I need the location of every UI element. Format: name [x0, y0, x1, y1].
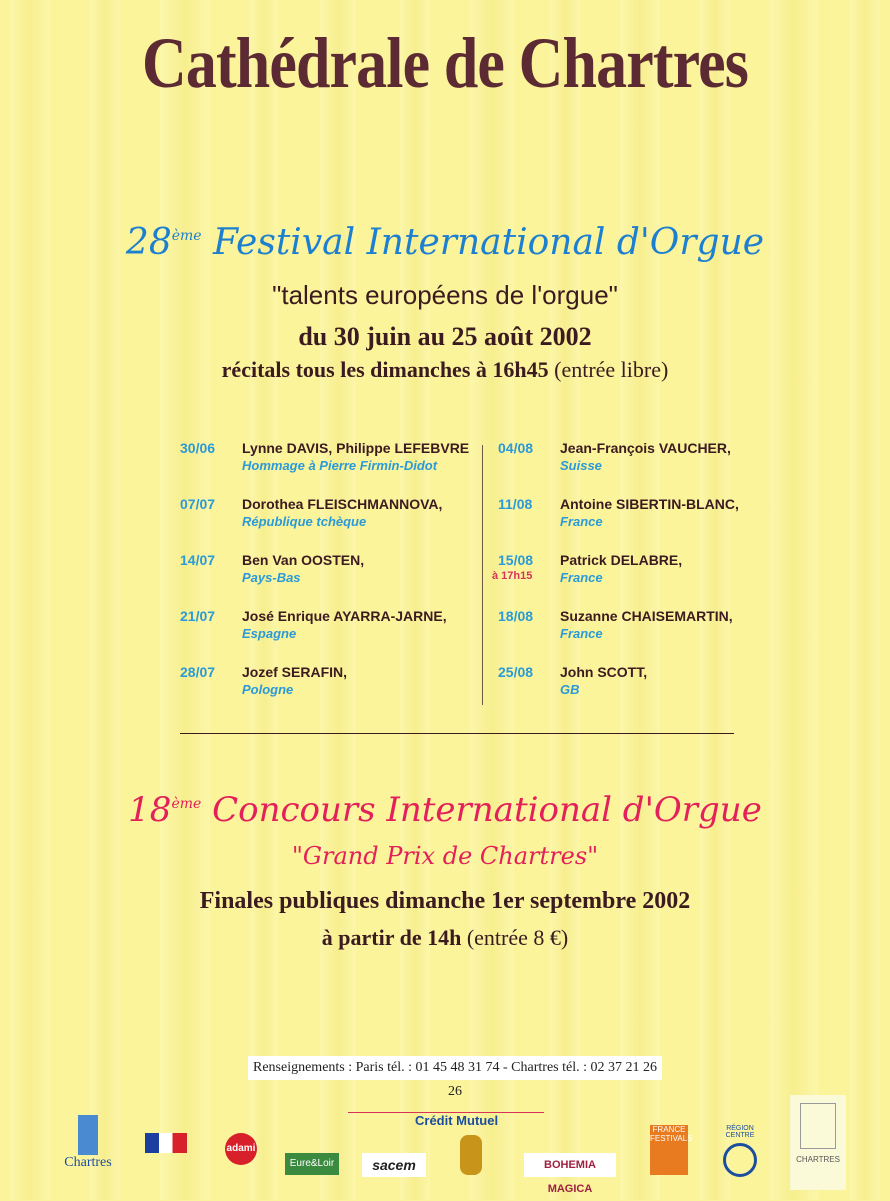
poster-title: Cathédrale de Chartres	[142, 23, 748, 103]
program-date: 14/07	[180, 552, 216, 568]
finals-time	[0, 925, 890, 951]
program-country: Pologne	[242, 682, 294, 697]
eure-loir-logo: Eure&Loir	[285, 1153, 339, 1175]
office-tourisme-text: CHARTRES	[796, 1155, 840, 1164]
adami-logo: adami	[225, 1133, 257, 1165]
program-performer: José Enrique AYARRA-JARNE,	[242, 608, 447, 624]
program-date: 30/06	[180, 440, 216, 456]
republique-francaise-logo	[145, 1133, 187, 1153]
program-date: 18/08	[498, 608, 534, 624]
festival-dates: du 30 juin au 25 août 2002	[298, 322, 592, 351]
program-performer: Jean-François VAUCHER,	[560, 440, 731, 456]
recital-schedule	[0, 357, 890, 383]
credit-mutuel-logo: Crédit Mutuel	[415, 1113, 499, 1128]
region-centre-logo	[715, 1125, 765, 1175]
office-tourisme-logo	[790, 1095, 846, 1190]
chartres-logo	[58, 1115, 118, 1185]
program-performer: John SCOTT,	[560, 664, 648, 680]
finals-start: à partir de 14h	[321, 925, 462, 950]
program-performer: Ben Van OOSTEN,	[242, 552, 365, 568]
program-country: Hommage à Pierre Firmin-Didot	[242, 458, 438, 473]
festival-ordinal: ème	[171, 228, 202, 244]
program-performer: Suzanne CHAISEMARTIN,	[560, 608, 733, 624]
program-date: 15/08	[498, 552, 534, 568]
program-performer: Patrick DELABRE,	[560, 552, 683, 568]
recital-entry: (entrée libre)	[554, 357, 669, 382]
concours-number: 18	[128, 790, 172, 830]
program-date: 07/07	[180, 496, 216, 512]
festival-subtitle: "talents européens de l'orgue"	[272, 280, 618, 310]
concours-ordinal: ème	[171, 796, 202, 812]
grand-prix: "Grand Prix de Chartres"	[291, 842, 599, 870]
festival-number: 28	[125, 222, 172, 263]
program-date: 04/08	[498, 440, 534, 456]
program-performer: Lynne DAVIS, Philippe LEFEBVRE	[242, 440, 470, 456]
france-festivals-logo: FRANCE FESTIVALS	[650, 1125, 688, 1175]
program-country: Espagne	[242, 626, 297, 641]
program-date: 11/08	[498, 496, 533, 512]
program-time-note: à 17h15	[492, 570, 533, 582]
program-country: France	[560, 514, 603, 529]
program-country: France	[560, 570, 603, 585]
sponsor-logos	[0, 1095, 890, 1200]
program-performer: Dorothea FLEISCHMANNOVA,	[242, 496, 443, 512]
sacem-logo: sacem	[362, 1153, 426, 1177]
section-divider	[180, 733, 734, 734]
concours-name: Concours International d'Orgue	[212, 790, 762, 830]
program-performer: Antoine SIBERTIN-BLANC,	[560, 496, 739, 512]
contact-info: Renseignements : Paris tél. : 01 45 48 31 74 - Chartres tél. : 02 37 21 26 26	[248, 1056, 662, 1080]
chartres-logo-text: Chartres	[64, 1155, 112, 1170]
finals-date: Finales publiques dimanche 1er septembre 2002	[199, 888, 691, 914]
program-country: GB	[560, 682, 580, 697]
program-date: 25/08	[498, 664, 534, 680]
program-country: Suisse	[560, 458, 602, 473]
program-date: 28/07	[180, 664, 216, 680]
region-centre-text: RÉGION CENTRE	[725, 1125, 755, 1139]
program-country: Pays-Bas	[242, 570, 301, 585]
program-date: 21/07	[180, 608, 216, 624]
column-divider	[482, 445, 483, 705]
concours-heading	[0, 790, 890, 830]
festival-heading	[0, 222, 890, 263]
festival-name: Festival International d'Orgue	[213, 222, 765, 263]
program-country: France	[560, 626, 603, 641]
finals-entry: (entrée 8 €)	[466, 925, 569, 950]
bohemia-magica-logo: BOHEMIA MAGICA	[524, 1153, 616, 1177]
recital-time: récitals tous les dimanches à 16h45	[221, 357, 549, 382]
program-performer: Jozef SERAFIN,	[242, 664, 348, 680]
trophy-logo	[460, 1135, 482, 1175]
program-country: République tchèque	[242, 514, 367, 529]
